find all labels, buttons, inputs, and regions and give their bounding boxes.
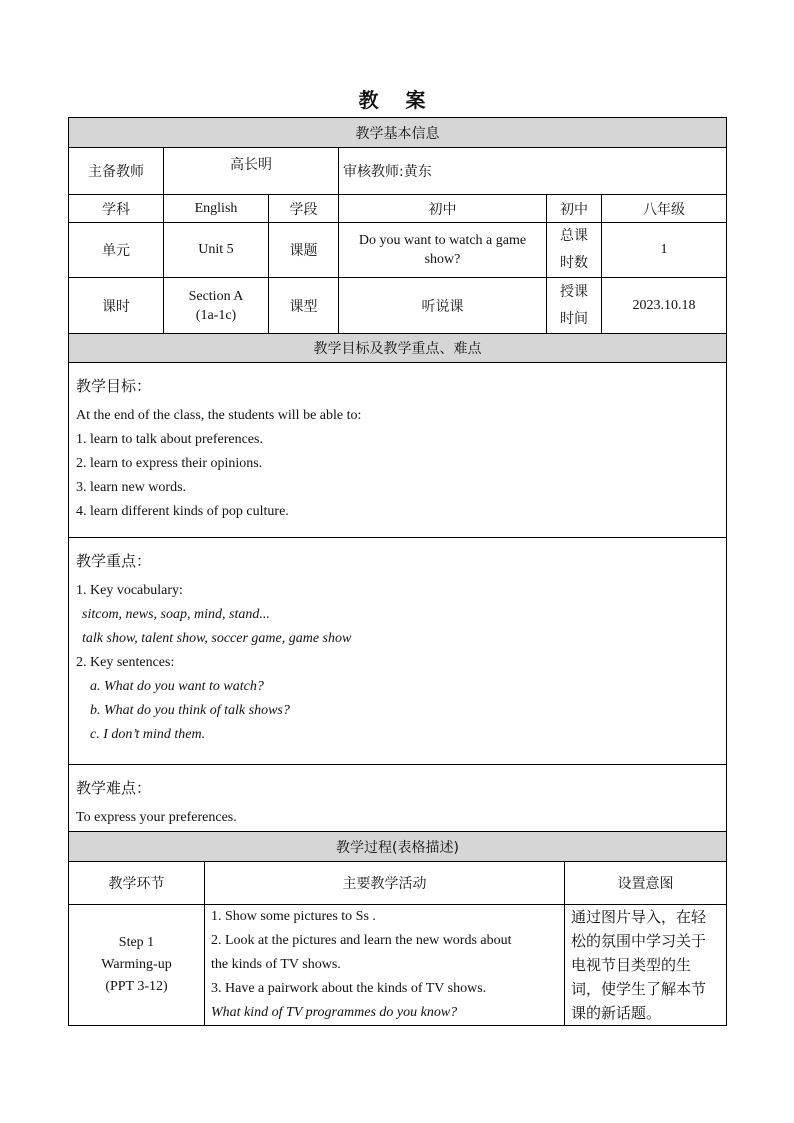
key-vocab-line: sitcom, news, soap, mind, stand... [82,607,270,622]
step-name: Warming-up [101,957,172,972]
key-vocab-line: talk show, talent show, soccer game, game show [82,631,352,646]
lesson-value-line2: (1a-1c) [195,307,237,323]
unit-label: 单元 [69,223,164,278]
activity-line: 1. Show some pictures to Ss . [211,909,376,924]
intent-cell: 通过图片导入，在轻松的氛围中学习关于电视节目类型的生词，使学生了解本节课的新话题。 [565,905,727,1026]
type-value: 听说课 [339,278,547,334]
unit-value: Unit 5 [164,223,269,278]
total-hours-label-line1: 总课 [560,228,588,244]
goals-block [69,363,727,538]
grade-value: 八年级 [602,195,727,223]
lesson-label: 课时 [69,278,164,334]
col-step-header: 教学环节 [69,862,205,905]
activity-line: the kinds of TV shows. [211,957,341,972]
key-sentence: a. What do you want to watch? [90,679,264,694]
lead-teacher-label: 主备教师 [69,148,164,195]
key-sentence: c. I don’t mind them. [90,727,206,742]
teach-time-label [547,278,602,334]
document-title: 教 案 [358,88,436,112]
subject-label: 学科 [69,195,164,223]
activity-question: What kind of TV programmes do you know? [211,1005,458,1020]
teach-time-label-line1: 授课 [560,283,588,300]
objectives-header: 教学目标及教学重点、难点 [69,334,727,363]
difficult-points-title: 教学难点： [76,779,152,797]
lesson-plan-sheet [68,117,726,1026]
step-number: Step 1 [118,935,155,950]
goal-line: 1. learn to talk about preferences. [76,432,263,447]
lesson-value-line1: Section A [188,288,244,304]
key-vocab-label: 1. Key vocabulary: [76,583,183,598]
key-sentence: b. What do you think of talk shows? [90,703,290,718]
topic-value: Do you want to watch a game show? [339,223,547,278]
goal-line: At the end of the class, the students will be able to: [76,408,362,423]
activity-line: 2. Look at the pictures and learn the new words about [211,933,512,948]
total-hours-value: 1 [602,223,727,278]
lesson-value [164,278,269,334]
activities-cell [205,905,565,1026]
key-sentences-label: 2. Key sentences: [76,655,175,670]
stage-value: 初中 [339,195,547,223]
total-hours-label-line2: 时数 [560,255,588,271]
goal-line: 2. learn to express their opinions. [76,456,263,471]
process-table [68,831,727,1026]
stage-repeat-value: 初中 [547,195,602,223]
col-activity-header: 主要教学活动 [205,862,565,905]
difficult-point-line: To express your preferences. [76,810,237,825]
reviewer-value: 审核教师:黄东 [339,148,727,195]
goal-line: 4. learn different kinds of pop culture. [76,504,289,519]
goals-title: 教学目标： [76,377,152,395]
basic-info-header: 教学基本信息 [69,118,727,148]
key-points-block [69,538,727,765]
difficult-points-block [69,765,727,832]
goal-line: 3. learn new words. [76,480,187,495]
basic-info-table [68,117,727,832]
teach-time-label-line2: 时间 [560,310,588,327]
process-header: 教学过程(表格描述) [69,832,727,862]
teach-time-value: 2023.10.18 [602,278,727,334]
step-cell [69,905,205,1026]
subject-value: English [164,195,269,223]
step-ppt: (PPT 3-12) [105,979,168,994]
col-intent-header: 设置意图 [565,862,727,905]
total-hours-label [547,223,602,278]
activity-line: 3. Have a pairwork about the kinds of TV shows. [211,981,487,996]
type-label: 课型 [269,278,339,334]
lead-teacher-value: 高长明 [164,148,339,195]
topic-label: 课题 [269,223,339,278]
key-points-title: 教学重点： [76,552,152,570]
stage-label: 学段 [269,195,339,223]
